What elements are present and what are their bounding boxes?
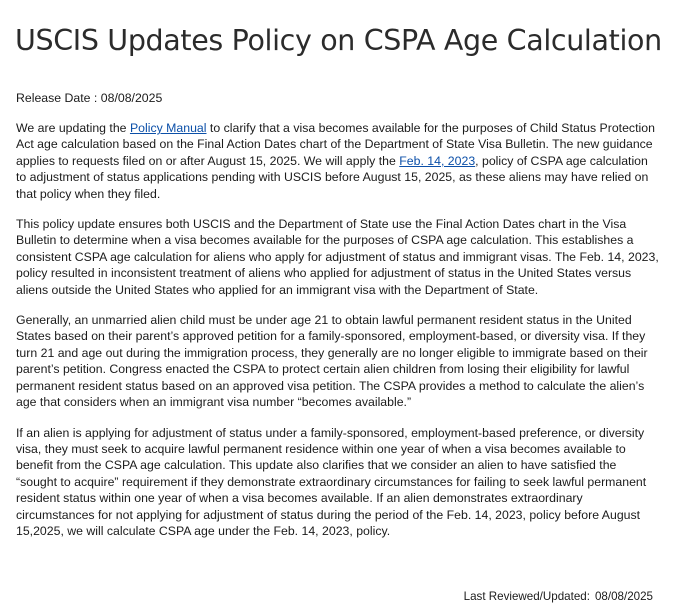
paragraph-1-text-after: , policy of CSPA age calculation to adjustment of status applications pending with USCIS before August 15, 2025, as these aliens may have relied on that policy when they filed.	[16, 153, 649, 201]
page-title: USCIS Updates Policy on CSPA Age Calculation	[15, 24, 662, 57]
last-reviewed	[464, 589, 653, 605]
release-date-label: Release Date :	[16, 91, 98, 105]
release-date	[16, 89, 162, 107]
paragraph-2: This policy update ensures both USCIS and the Department of State use the Final Action Dates chart in the Visa Bulletin to determine when a visa becomes available for the purposes of CSPA age calculation. This establishes a consistent CSPA age calculation for aliens who apply for adjustment of status and immigrant visas. The Feb. 14, 2023, policy resulted in inconsistent treatment of aliens who applied for adjustment of status in the United States versus aliens outside the United States who applied for an immigrant visa with the Department of State.	[16, 217, 659, 297]
paragraph-1-text-middle: to clarify that a visa becomes available for the purposes of Child Status Protection Act age calculation based on the Final Action Dates chart of the Department of State Visa Bulletin. The new guidance applies to requests filed on or after August 15, 2025. We will apply the	[16, 121, 655, 168]
last-reviewed-label: Last Reviewed/Updated:	[463, 590, 590, 603]
article-body	[16, 120, 660, 553]
last-reviewed-date: 08/08/2025	[594, 590, 653, 603]
policy-manual-link[interactable]: Policy Manual	[129, 121, 207, 135]
paragraph-1	[16, 120, 660, 202]
feb-14-2023-policy-link[interactable]: Feb. 14, 2023	[399, 153, 476, 168]
release-date-value: 08/08/2025	[100, 91, 163, 105]
paragraph-3: Generally, an unmarried alien child must be under age 21 to obtain lawful permanent resident status in the United States based on their parent’s approved petition for a family-sponsored, employment-based, or diversity visa. If they turn 21 and age out during the immigration process, they generally are no longer eligible to immigrate based on their parent’s petition. Congress enacted the CSPA to protect certain alien children from losing their eligibility for lawful permanent resident status based on an approved visa petition. The CSPA provides a method to calculate the alien’s age that considers when an immigrant visa number “becomes available.”	[16, 313, 648, 410]
paragraph-1-text-before: We are updating the	[16, 121, 130, 135]
paragraph-4: If an alien is applying for adjustment of status under a family-sponsored, employment-based preference, or diversity visa, they must seek to acquire lawful permanent residence within one year of when a visa becomes available to benefit from the CSPA age calculation. This update also clarifies that we consider an alien to have satisfied the “sought to acquire” requirement if they demonstrate extraordinary circumstances for failing to seek lawful permanent resident status within one year of when a visa becomes available. If an alien demonstrates extraordinary circumstances for not applying for adjustment of status during the period of the Feb. 14, 2023, policy before August 15,2025, we will calculate CSPA age under the Feb. 14, 2023, policy.	[16, 425, 647, 538]
